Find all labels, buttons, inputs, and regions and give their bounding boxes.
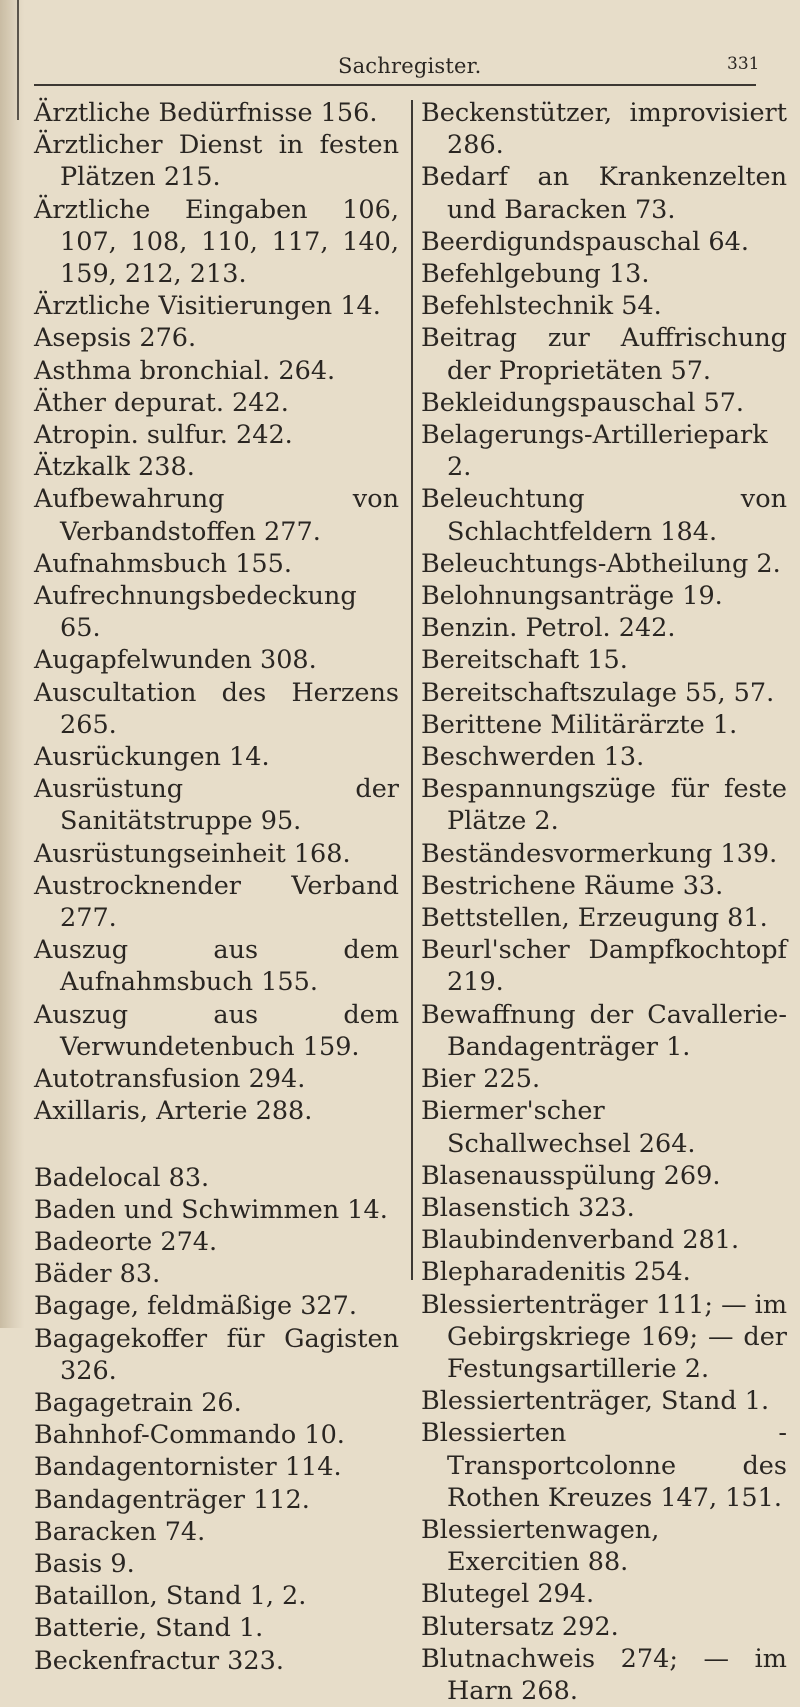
index-entry: Benzin. Petrol. 242. [421,613,676,644]
index-entry: Befehlgebung 13. [421,259,650,290]
index-entry: Ausrüstung der Sanitätstruppe 95. [34,774,399,837]
index-entry: Beitrag zur Auffrischung der Proprietäten 57. [421,323,787,386]
index-entry: Beschwerden 13. [421,742,645,773]
index-entry: Blaubindenverband 281. [421,1225,740,1256]
index-entry: Aufrechnungsbedeckung 65. [34,581,357,644]
index-entry: Bandagentornister 114. [34,1452,342,1483]
index-entry: Beckenstützer, improvisiert 286. [421,98,787,161]
index-entry: Axillaris, Arterie 288. [34,1096,313,1127]
running-head-title: Sachregister. [338,54,482,78]
index-entry: Asepsis 276. [34,323,197,354]
index-entry: Ärztliche Eingaben 106, 107, 108, 110, 117, 140, 159, 212, 213. [34,194,399,290]
page-number: 331 [727,54,760,74]
index-entry: Bagagetrain 26. [34,1387,242,1418]
index-entry: Biermer'scher Schallwechsel 264. [421,1096,696,1159]
index-entry: Beleuchtung von Schlachtfeldern 184. [421,484,787,547]
index-entry: Bedarf an Krankenzelten und Baracken 73. [421,162,787,225]
index-entry: Beurl'scher Dampfkochtopf 219. [421,935,787,998]
index-entry: Blepharadenitis 254. [421,1257,691,1288]
index-entry: Bespannungszüge für feste Plätze 2. [421,774,787,837]
index-entry: Bier 225. [421,1064,541,1095]
index-entry: Aufbewahrung von Verbandstoffen 277. [34,484,399,547]
index-entry: Blutnachweis 274; — im Harn 268. [421,1643,787,1706]
index-entry: Belohnungsanträge 19. [421,581,723,612]
index-entry: Blasenausspülung 269. [421,1160,721,1191]
index-entry: Befehlstechnik 54. [421,291,662,322]
index-entry: Bettstellen, Erzeugung 81. [421,903,768,934]
index-entry: Auszug aus dem Verwundetenbuch 159. [34,999,399,1062]
index-entry: Atropin. sulfur. 242. [34,420,293,451]
index-entry: Ärztliche Bedürfnisse 156. [34,98,378,128]
index-entry: Ausrüstungseinheit 168. [34,838,351,869]
index-entry: Bagage, feldmäßige 327. [34,1291,357,1322]
index-entry: Beerdigundspauschal 64. [421,226,749,257]
index-entry: Bäder 83. [34,1259,161,1290]
index-entry: Blutegel 294. [421,1579,595,1610]
index-entry: Bekleidungspauschal 57. [421,387,745,418]
index-entry-section-start: Badelocal 83. [34,1162,210,1193]
index-entry: Bahnhof-Commando 10. [34,1420,345,1451]
index-entry: Ärztliche Visitierungen 14. [34,291,381,322]
index-entry: Blasenstich 323. [421,1192,635,1223]
index-entry: Auszug aus dem Aufnahmsbuch 155. [34,935,399,998]
index-entry: Badeorte 274. [34,1226,218,1257]
index-entry: Bataillon, Stand 1, 2. [34,1581,307,1612]
index-entry: Bereitschaft 15. [421,645,628,676]
index-entry: Bestrichene Räume 33. [421,870,724,901]
index-entry: Ärztlicher Dienst in festen Plätzen 215. [34,130,399,193]
index-entry: Blessierten - Transportcolonne des Rothen Kreuzes 147, 151. [421,1418,787,1513]
index-entry: Auscultation des Herzens 265. [34,677,399,740]
header-rule [34,84,756,86]
index-entry: Autotransfusion 294. [34,1064,306,1095]
index-entry: Austrocknender Verband 277. [34,870,399,934]
index-entry: Aufnahmsbuch 155. [34,548,292,579]
index-entry: Bagagekoffer für Gagisten 326. [34,1323,399,1386]
index-entry: Blessiertenträger, Stand 1. [421,1386,770,1417]
index-column-left [34,97,399,1677]
index-entry: Asthma bronchial. 264. [34,355,336,386]
index-entry: Bandagenträger 112. [34,1484,310,1515]
index-entry: Blutersatz 292. [421,1611,619,1642]
index-entry: Blessiertenwagen, Exercitien 88. [421,1514,660,1578]
index-entry: Basis 9. [34,1548,135,1579]
index-entry: Augapfelwunden 308. [34,645,317,676]
index-entry: Beleuchtungs-Abtheilung 2. [421,548,781,579]
index-entry: Ätzkalk 238. [34,452,195,483]
index-entry: Baden und Schwimmen 14. [34,1194,388,1225]
binding-edge [0,0,24,1328]
index-entry: Batterie, Stand 1. [34,1613,264,1644]
index-entry: Beckenfractur 323. [34,1645,284,1676]
binding-line [17,0,19,120]
index-entry: Bereitschaftszulage 55, 57. [421,677,775,708]
index-entry: Ausrückungen 14. [34,742,270,773]
index-entry: Belagerungs-Artilleriepark 2. [421,420,768,483]
column-divider [411,100,413,1280]
index-entry: Berittene Militärärzte 1. [421,709,738,740]
index-entry: Beständesvormerkung 139. [421,838,778,869]
index-entry: Blessiertenträger 111; — im Gebirgskriege 169; — der Festungsartillerie 2. [421,1289,788,1384]
index-entry: Bewaffnung der Cavallerie-Bandagenträger 1. [421,999,787,1062]
index-entry: Baracken 74. [34,1516,206,1547]
index-column-right [421,97,787,1707]
index-entry: Äther depurat. 242. [34,387,289,418]
